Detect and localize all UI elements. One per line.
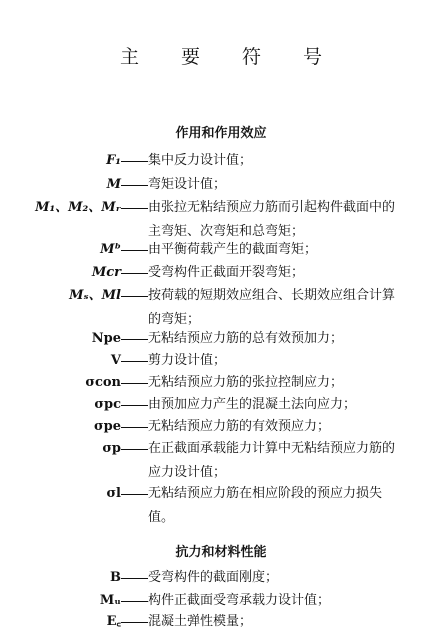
section-heading-actions: 作用和作用效应 — [175, 126, 267, 141]
symbol-description: 集中反力设计值； — [148, 153, 253, 168]
symbol-description: 构件正截面受弯承载力设计值； — [148, 593, 331, 608]
em-dash — [121, 361, 148, 362]
em-dash — [121, 578, 148, 579]
symbol: σpc — [94, 397, 121, 412]
em-dash — [121, 273, 148, 274]
symbol-description: 混凝土弹性模量； — [148, 614, 253, 629]
em-dash — [121, 449, 148, 450]
symbol: B — [110, 570, 121, 585]
em-dash — [121, 622, 148, 623]
symbol: Mcr — [91, 265, 121, 280]
symbol-description: 无粘结预应力筋的张拉控制应力； — [148, 375, 344, 390]
symbol: σp — [102, 441, 121, 456]
symbol-description: 在正截面承载能力计算中无粘结预应力筋的 应力设计值； — [148, 441, 396, 480]
em-dash — [121, 494, 148, 495]
em-dash — [121, 427, 148, 428]
symbol-description: 受弯构件的截面刚度； — [148, 570, 279, 585]
em-dash — [121, 161, 148, 162]
symbol-description: 受弯构件正截面开裂弯矩； — [148, 265, 305, 280]
em-dash — [121, 185, 148, 186]
symbol-description: 剪力设计值； — [148, 353, 227, 368]
symbol-description: 由平衡荷载产生的截面弯矩； — [148, 242, 318, 257]
symbol: σcon — [85, 375, 121, 390]
symbol: Mₛ、Ml — [69, 288, 121, 303]
symbol: F₁ — [106, 153, 121, 168]
symbol: σl — [106, 486, 121, 501]
symbol-description: 无粘结预应力筋的总有效预加力； — [148, 331, 344, 346]
symbol: Mᵇ — [100, 242, 121, 257]
symbol-description: 由张拉无粘结预应力筋而引起构件截面中的 主弯矩、次弯矩和总弯矩； — [148, 200, 396, 239]
page-title: 主 要 符 号 — [119, 46, 341, 68]
em-dash — [121, 208, 148, 209]
em-dash — [121, 296, 148, 297]
symbol-description: 弯矩设计值； — [148, 177, 227, 192]
symbol: V — [110, 353, 121, 368]
em-dash — [121, 383, 148, 384]
symbol: M₁、M₂、Mᵣ — [35, 200, 121, 215]
symbol: E꜀ — [106, 614, 121, 629]
em-dash — [121, 339, 148, 340]
section-heading-resistance: 抗力和材料性能 — [175, 545, 267, 560]
em-dash — [121, 250, 148, 251]
symbol: M — [106, 177, 121, 192]
symbol-description: 按荷载的短期效应组合、长期效应组合计算 的弯矩； — [148, 288, 396, 327]
symbol-description: 无粘结预应力筋在相应阶段的预应力损失 值。 — [148, 486, 383, 525]
symbol-description: 无粘结预应力筋的有效预应力； — [148, 419, 331, 434]
symbol: σpe — [94, 419, 121, 434]
em-dash — [121, 405, 148, 406]
symbol: Npe — [91, 331, 121, 346]
symbol: Mᵤ — [99, 593, 121, 608]
symbol-description: 由预加应力产生的混凝土法向应力； — [148, 397, 357, 412]
em-dash — [121, 601, 148, 602]
